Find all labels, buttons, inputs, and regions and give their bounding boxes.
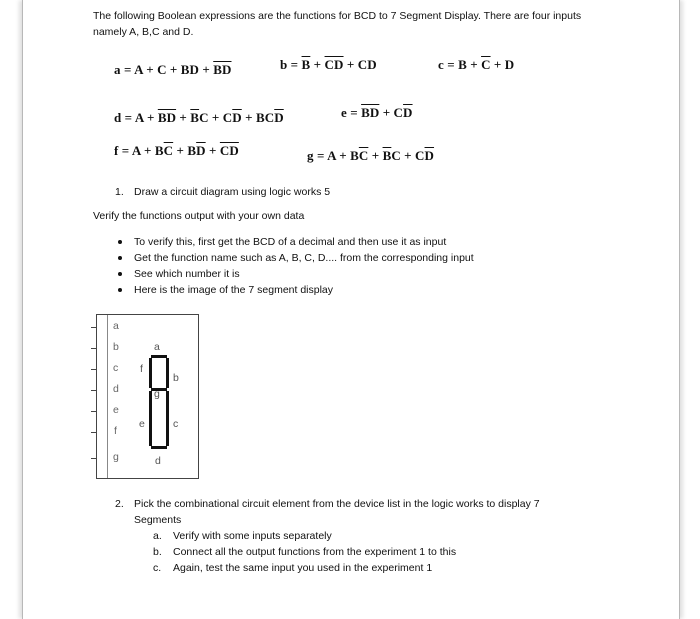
equation-f: $f = A + B\overline{C} + B\overline{D} + \overline{CD}$: [114, 143, 239, 158]
segment-a: [151, 355, 167, 358]
pin-label-b: b: [113, 341, 119, 353]
sub-item-letter-a: a.: [153, 530, 162, 542]
segment-c: [166, 391, 169, 446]
pin-label-c: c: [113, 362, 119, 374]
step-2-number: 2.: [115, 498, 124, 510]
step-1-text: Draw a circuit diagram using logic works 5: [134, 186, 331, 198]
segment-e: [149, 391, 152, 446]
pin-tick: [91, 348, 97, 349]
step-1-number: 1.: [115, 186, 124, 198]
equation-d: $d = A + \overline{BD} + \overline{B}C + C\overline{D} + BC\overline{D}$: [114, 110, 284, 125]
sub-item-text-b: Connect all the output functions from the experiment 1 to this: [173, 546, 457, 558]
pin-tick: [91, 432, 97, 433]
segment-label-e: e: [139, 418, 145, 430]
step-2-line-1: Pick the combinational circuit element from the device list in the logic works to display 7: [134, 498, 540, 510]
segment-d: [151, 446, 167, 449]
sub-item-text-c: Again, test the same input you used in the experiment 1: [173, 562, 433, 574]
pin-label-a: a: [113, 320, 119, 332]
segment-label-g: g: [154, 388, 160, 400]
document-page: [22, 0, 680, 619]
bullet-dot: [118, 272, 122, 276]
equation-b: $b = \overline{B} + \overline{CD}$ + CD: [280, 57, 377, 72]
step-2-line-2: Segments: [134, 514, 182, 526]
pin-tick: [91, 390, 97, 391]
bullet-item-1: To verify this, first get the BCD of a decimal and then use it as input: [134, 236, 447, 248]
bullet-dot: [118, 240, 122, 244]
bullet-item-3: See which number it is: [134, 268, 240, 280]
pin-tick: [91, 327, 97, 328]
equation-c: $c = B + \overline{C} + D$: [438, 57, 515, 72]
pin-tick: [91, 458, 97, 459]
segment-label-a: a: [154, 341, 160, 353]
pin-label-f: f: [114, 425, 117, 437]
segment-label-c: c: [173, 418, 179, 430]
segment-f: [149, 358, 152, 388]
sub-item-letter-b: b.: [153, 546, 162, 558]
pin-tick: [91, 411, 97, 412]
segment-label-b: b: [173, 372, 179, 384]
bullet-dot: [118, 256, 122, 260]
segment-label-f: f: [140, 363, 143, 375]
bullet-dot: [118, 288, 122, 292]
pin-tick: [91, 369, 97, 370]
intro-line-1: The following Boolean expressions are the functions for BCD to 7 Segment Display. There are four inputs: [93, 10, 582, 22]
pin-label-d: d: [113, 383, 119, 395]
equation-g: $g = A + B\overline{C} + \overline{B}C + C\overline{D}$: [307, 148, 435, 163]
bullet-item-2: Get the function name such as A, B, C, D.... from the corresponding input: [134, 252, 474, 264]
equation-a: a = A + C + BD + $\overline{BD}$: [114, 62, 232, 77]
sub-item-letter-c: c.: [153, 562, 162, 574]
sub-item-text-a: Verify with some inputs separately: [173, 530, 332, 542]
segment-label-d: d: [155, 455, 161, 467]
segment-b: [166, 358, 169, 388]
pin-label-g: g: [113, 451, 119, 463]
bullet-item-4: Here is the image of the 7 segment display: [134, 284, 334, 296]
seven-segment-display: [96, 314, 199, 479]
intro-line-2: namely A, B,C and D.: [93, 26, 194, 38]
pin-divider: [107, 315, 108, 478]
verify-heading: Verify the functions output with your own data: [93, 210, 305, 222]
pin-label-e: e: [113, 404, 119, 416]
equation-e: $e = \overline{BD} + C\overline{D}$: [341, 105, 413, 120]
